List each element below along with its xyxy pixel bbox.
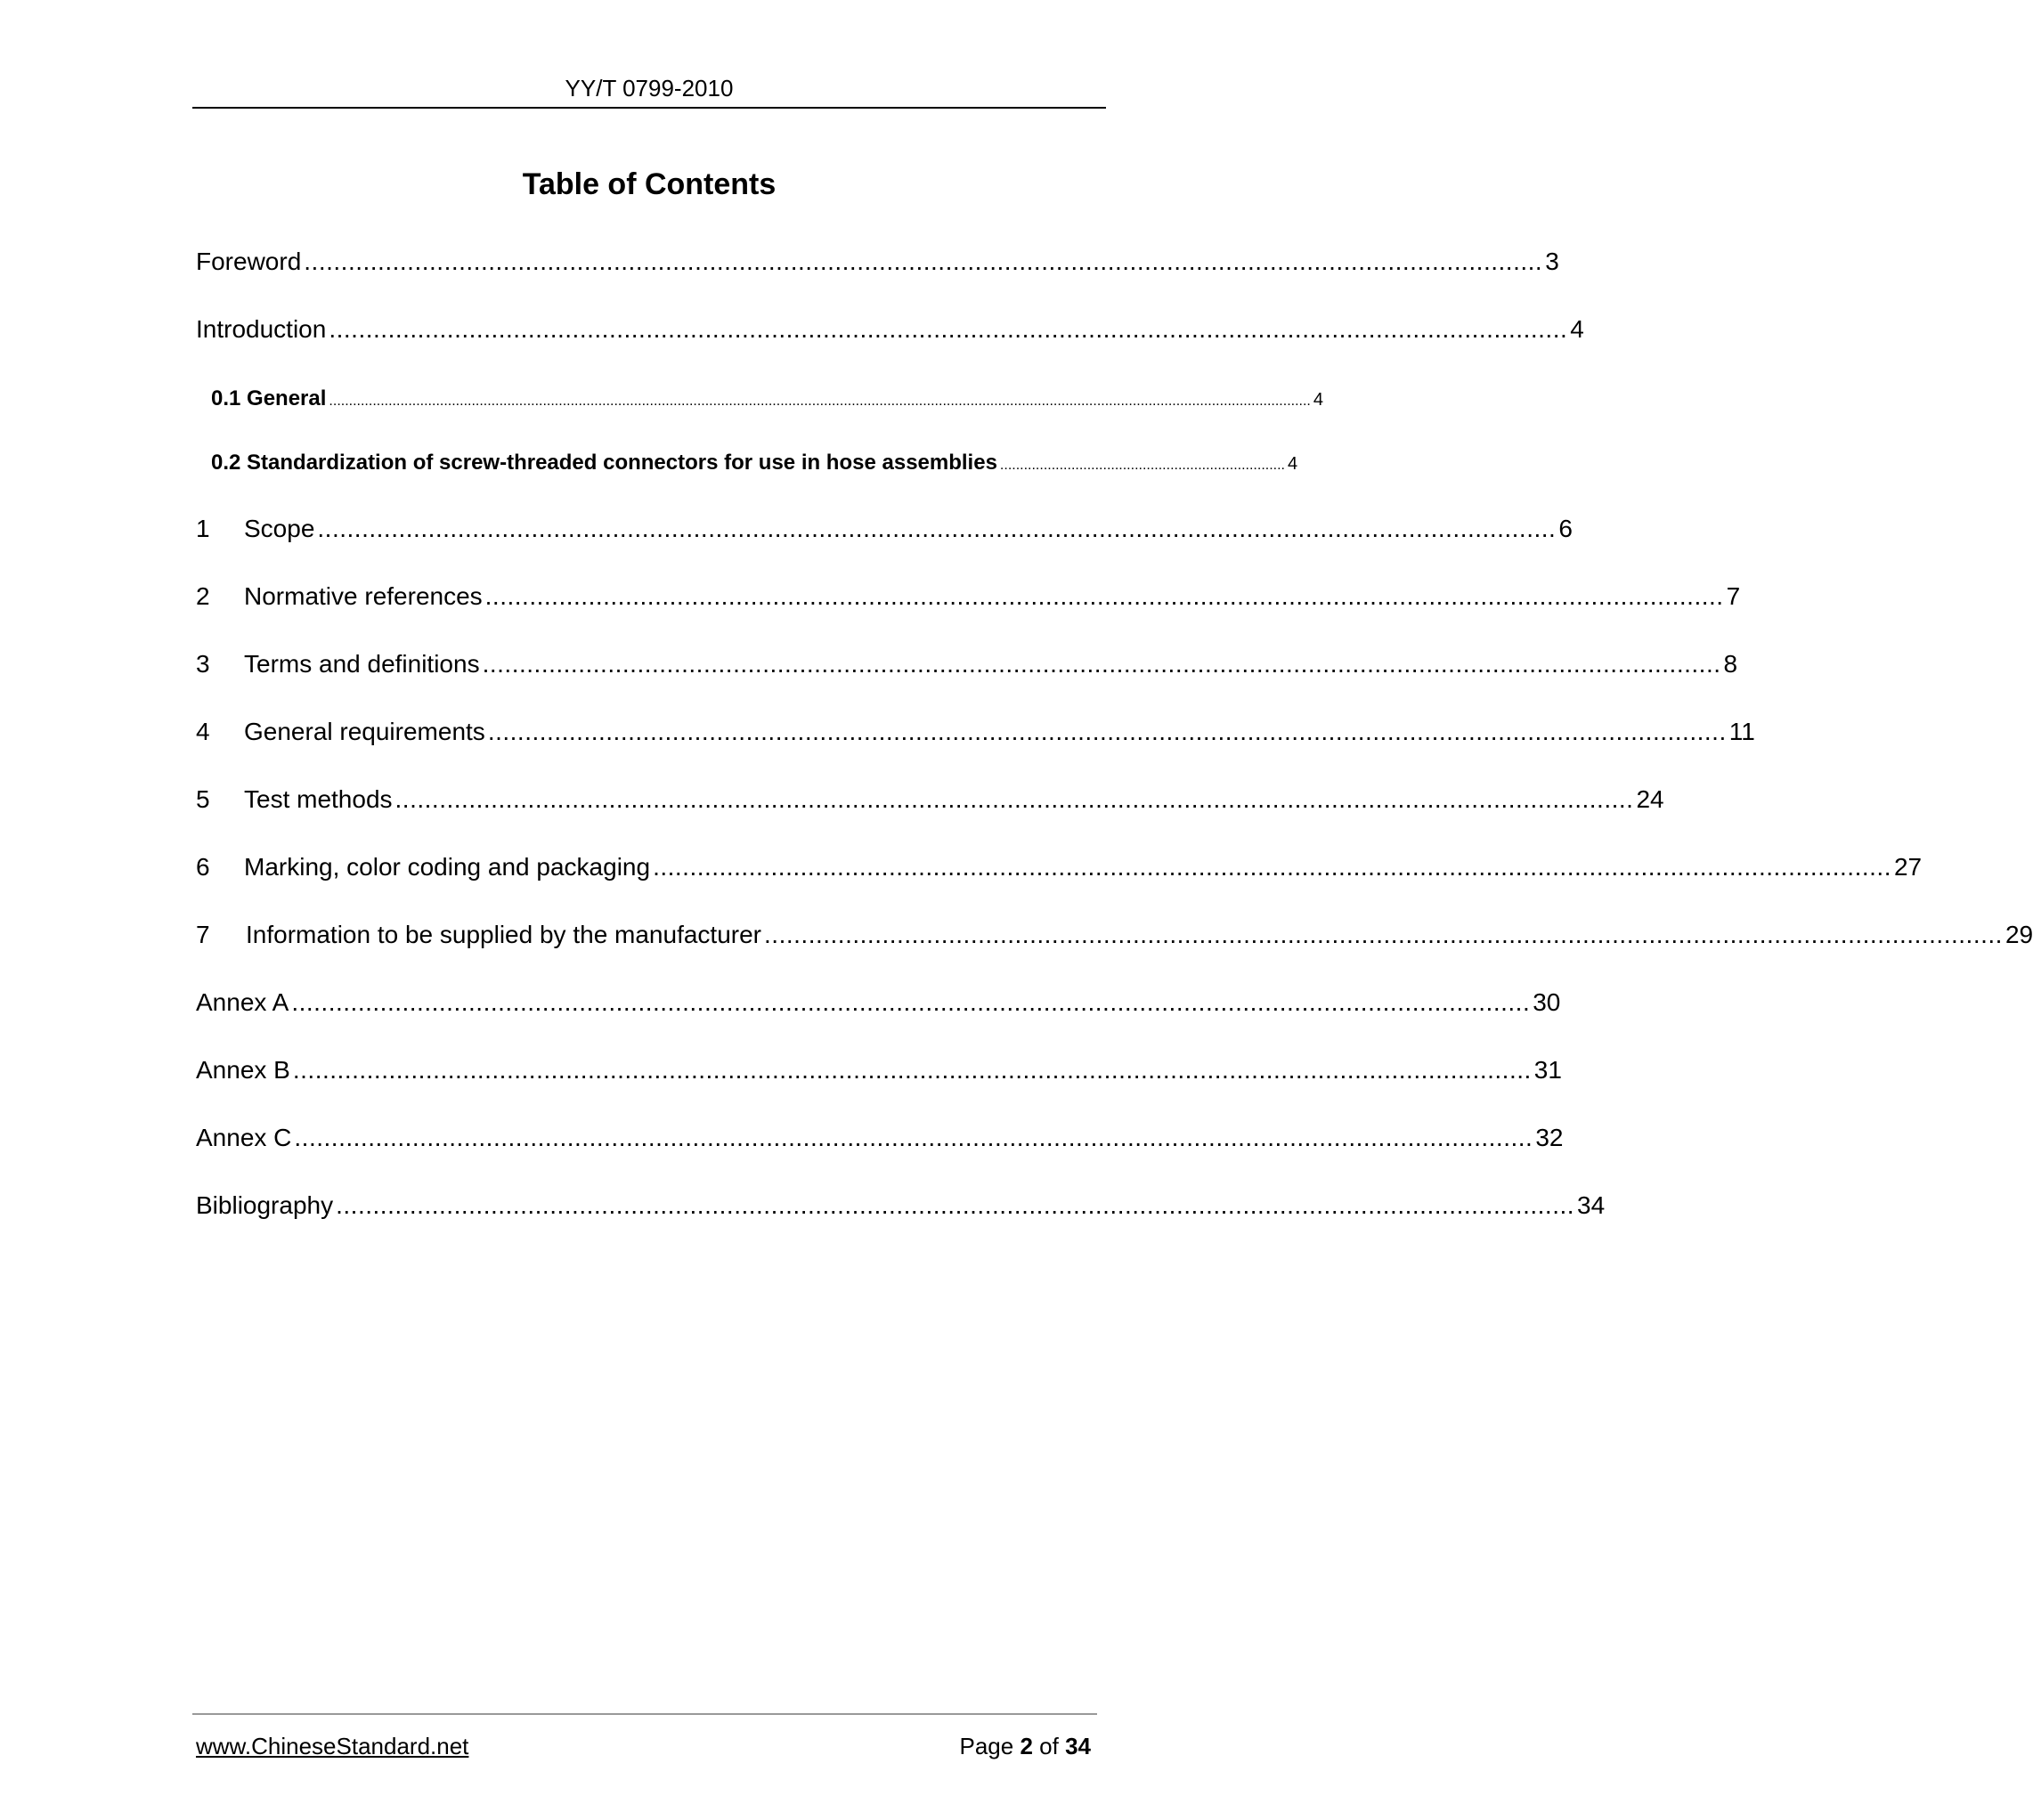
toc-dot-leader: ........................................................................................................................................................................: [487, 718, 1727, 745]
toc-entry-label: Annex B: [196, 1056, 290, 1084]
toc-entry-test-methods[interactable]: [196, 785, 1664, 814]
toc-dot-leader: ........................................................................................................................................................................: [484, 582, 1724, 610]
toc-entry-number: 4: [196, 718, 210, 745]
document-code-header: YY/T 0799-2010: [565, 75, 734, 102]
toc-dot-leader: ........................................................................................................................................................................: [653, 853, 1891, 881]
toc-dot-leader: ........................................................................................................................................................................: [329, 315, 1568, 343]
toc-entry-foreword[interactable]: [196, 248, 1559, 276]
toc-entry-number: 3: [196, 650, 210, 678]
toc-dot-leader: ........................................................................................................................................................................................................................................................: [329, 394, 1311, 409]
toc-entry-information-supplied[interactable]: [196, 921, 2033, 949]
toc-entry-marking[interactable]: [196, 853, 1923, 882]
toc-entry-label: Terms and definitions: [244, 650, 480, 678]
header-divider: [192, 107, 1106, 109]
page-title: Table of Contents: [522, 167, 777, 201]
toc-entry-page: 7: [1726, 582, 1741, 610]
website-link[interactable]: www.ChineseStandard.net: [196, 1733, 469, 1759]
toc-dot-leader: ........................................................................................................................................................................: [317, 515, 1557, 542]
toc-entry-page: 11: [1728, 718, 1755, 745]
toc-entry-label: Test methods: [244, 785, 393, 813]
toc-entry-label: General requirements: [244, 718, 485, 745]
toc-entry-label: Bibliography: [196, 1191, 334, 1219]
toc-entry-label: Annex C: [196, 1124, 292, 1151]
toc-entry-label: Scope: [244, 515, 315, 542]
toc-dot-leader: ........................................................................................................................................................................: [304, 248, 1543, 275]
toc-dot-leader: ........................................................................................................................................................................: [294, 1124, 1533, 1151]
toc-entry-page: 4: [1313, 390, 1323, 410]
toc-entry-terms-definitions[interactable]: [196, 650, 1738, 678]
toc-entry-page: 6: [1558, 515, 1573, 542]
toc-entry-page: 24: [1636, 785, 1664, 813]
toc-entry-normative-references[interactable]: [196, 582, 1741, 611]
toc-entry-annex-a[interactable]: [196, 988, 1561, 1017]
toc-dot-leader: ........................................................................................................................................................................: [764, 921, 2003, 948]
toc-entry-label: Annex A: [196, 988, 289, 1016]
toc-entry-page: 32: [1535, 1124, 1564, 1151]
toc-entry-page: 27: [1893, 853, 1923, 881]
toc-entry-page: 30: [1533, 988, 1561, 1016]
page-prefix: Page: [959, 1733, 1014, 1759]
toc-entry-number: 6: [196, 853, 210, 881]
toc-entry-standardization[interactable]: [211, 451, 1298, 475]
toc-dot-leader: ........................................................................................................................................................................: [482, 650, 1721, 678]
toc-entry-number: 7: [196, 921, 210, 948]
toc-entry-label: Information to be supplied by the manufacturer: [246, 921, 762, 948]
toc-entry-general[interactable]: [211, 386, 1323, 411]
page-total: 34: [1065, 1733, 1091, 1759]
page-number: [959, 1733, 1091, 1760]
toc-entry-scope[interactable]: [196, 515, 1573, 543]
toc-entry-label: 0.2 Standardization of screw-threaded connectors for use in hose assemblies: [211, 451, 997, 475]
toc-entry-label: 0.1 General: [211, 386, 327, 410]
toc-entry-number: 2: [196, 582, 210, 610]
toc-dot-leader: ........................................................................................................................................................................: [292, 1056, 1532, 1084]
toc-entry-label: Marking, color coding and packaging: [244, 853, 651, 881]
toc-entry-number: 5: [196, 785, 210, 813]
toc-entry-number: 1: [196, 515, 210, 542]
toc-dot-leader: ........................................................................................................................................................................: [291, 988, 1531, 1016]
toc-dot-leader: ........................................................................................................................................................................: [336, 1191, 1575, 1219]
toc-entry-page: 34: [1577, 1191, 1606, 1219]
toc-entry-bibliography[interactable]: [196, 1191, 1606, 1220]
toc-entry-page: 29: [2005, 921, 2033, 948]
toc-entry-page: 8: [1723, 650, 1738, 678]
toc-entry-general-requirements[interactable]: [196, 718, 1755, 746]
toc-entry-introduction[interactable]: [196, 315, 1584, 344]
page-of: of: [1039, 1733, 1059, 1759]
footer-divider: [192, 1713, 1097, 1715]
toc-entry-page: 3: [1545, 248, 1559, 275]
toc-entry-annex-c[interactable]: [196, 1124, 1564, 1152]
toc-entry-label: Normative references: [244, 582, 483, 610]
toc-entry-label: Introduction: [196, 315, 327, 343]
page-current: 2: [1020, 1733, 1033, 1759]
toc-dot-leader: ........................................................................................................................................................................: [394, 785, 1634, 813]
toc-entry-label: Foreword: [196, 248, 302, 275]
toc-entry-page: 31: [1533, 1056, 1562, 1084]
toc-dot-leader: ........................................................................: [999, 458, 1285, 473]
toc-entry-page: 4: [1287, 454, 1298, 474]
toc-entry-page: 4: [1570, 315, 1584, 343]
toc-entry-annex-b[interactable]: [196, 1056, 1562, 1085]
